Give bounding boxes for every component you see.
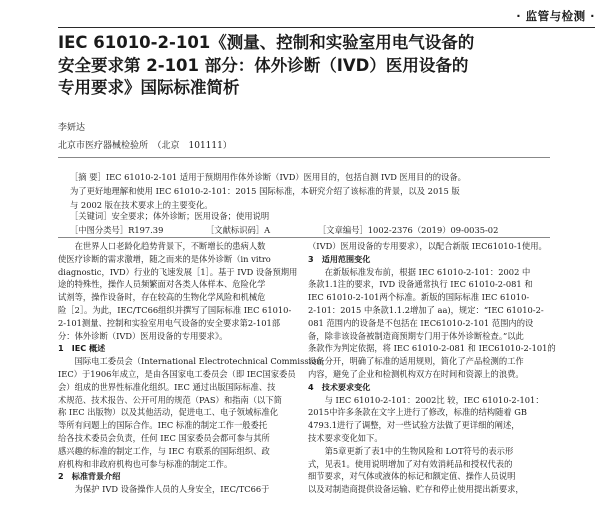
article-title [58, 32, 538, 100]
affiliation-rule [58, 157, 550, 158]
author-affiliation: 北京市医疗器械检验所 （北京 101111） [58, 141, 232, 151]
body-text-line: 分：体外诊断（IVD）医用设备的专用要求》。 [58, 330, 228, 341]
body-text-line: 在新版标准发布前，根据 IEC 61010-2-101：2002 中 [308, 266, 531, 277]
header-rule [58, 27, 595, 28]
section-heading: 2 标准背景介绍 [58, 471, 121, 482]
clc-number: ［中图分类号］R197.39 [70, 225, 164, 235]
title-line: IEC 61010-2-101《测量、控制和实验室用电气设备的 [58, 33, 475, 52]
body-text-line: 会）组成的世界性标准化组织。IEC 通过出版国际标准、技 [58, 381, 276, 392]
section-heading: 1 IEC 概述 [58, 343, 106, 354]
body-text-line: IEC）于1906年成立，是由各国家电工委员会（即 IEC国家委员 [58, 368, 296, 379]
body-text-line: 术规范、技术报告、公开可用的规范（PAS）和指南（以下简 [58, 394, 282, 405]
author-name: 李妍达 [58, 123, 86, 133]
body-text-line: 条款1.1注的要求，IVD 设备通常执行 IEC 61010-2-081 和 [308, 279, 533, 290]
body-text-line: 国际电工委员会（International Electrotechnical Commission， [58, 356, 330, 367]
body-text-line: 2015中许多条款在文字上进行了修改，标准的结构随着 GB [308, 407, 528, 418]
body-text-line: 设备分开，明确了标准的适用规则，简化了产品检测的工作 [308, 356, 524, 367]
body-text-line: 试剂等，操作设备时，存在较高的生物化学风险和机械危 [58, 292, 266, 303]
abstract [70, 170, 552, 212]
body-text-line: （IVD）医用设备的专用要求），以配合新版 IEC61010-1使用。 [308, 241, 547, 251]
abstract-line: 与 2002 版在技术要求上的主要变化。 [70, 200, 213, 210]
body-text-line: 细节要求，对气体或液体的标记和额定值、操作人员说明 [308, 471, 516, 482]
title-line: 专用要求》国际标准简析 [58, 78, 240, 97]
body-text-line: 2-101：2015 中条款1.1.2增加了 aa)，规定：“IEC 61010-2- [308, 304, 544, 315]
body-text-line: 4793.1进行了调整，对一些试验方法做了更详细的阐述， [308, 420, 520, 431]
body-text-line: 2-101测量、控制和实验室用电气设备的安全要求第2-101部 [58, 317, 281, 328]
body-text-line: 式，见表1。使用说明增加了对有效消耗品和授权代表的 [308, 458, 513, 469]
body-text-line: 与 IEC 61010-2-101：2002比 较，IEC 61010-2-101： [308, 394, 544, 405]
body-text-line: 险［2］。为此，IEC/TC66组织并撰写了国际标准 IEC 61010- [58, 304, 292, 315]
abstract-rule [58, 237, 550, 238]
body-text-line: 以及对制造商提供设备运输、贮存和停止使用提出新要求， [308, 484, 524, 495]
body-text-line: 081 范围内的设备是不包括在 IEC61010-2-101 范围内的设 [308, 317, 534, 328]
body-text-line: 在世界人口老龄化趋势背景下，不断增长的患病人数 [58, 241, 266, 251]
body-text-line: 第5章更新了表1中的生物风险和 LOT符号的表示形 [308, 445, 514, 456]
abstract-line: ［摘 要］IEC 61010-2-101 适用于预期用作体外诊断（IVD）医用目的，包括自测 IVD 医用目的的设备。 [70, 172, 466, 182]
body-text-line: 备，除非该设备被制造商预期专门用于体外诊断检查。”以此 [308, 330, 524, 341]
section-heading: 3 适用范围变化 [308, 253, 371, 264]
body-text-line: 府机构和非政府机构也可参与标准的制定工作。 [58, 458, 233, 469]
title-line: 安全要求第 2-101 部分：体外诊断（IVD）医用设备的 [58, 55, 469, 75]
body-text-line: 为保护 IVD 设备操作人员的人身安全，IEC/TC66于 [58, 484, 270, 495]
body-text-line: 感兴趣的标准的制定工作，与 IEC 有联系的国际组织、政 [58, 445, 270, 456]
body-text-line: 条款作为判定依据，将 IEC 61010-2-081 和 IEC61010-2-101的 [308, 343, 556, 354]
body-text-line: 技术要求变化如下。 [308, 432, 383, 443]
abstract-line: 为了更好地理解和使用 IEC 61010-2-101：2015 国际标准，本研究介绍了该标准的背景，以及 2015 版 [70, 186, 460, 196]
body-text-line: 使医疗诊断的需求激增，随之而来的是体外诊断（in vitro [58, 253, 271, 264]
body-text-line: 内容，避免了企业和检测机构双方在时间和资源上的浪费。 [308, 368, 524, 379]
body-text-line: 称 IEC 出版物）以及其他活动，促进电工、电子领域标准化 [58, 407, 279, 418]
left-column [58, 240, 330, 496]
section-tag: · 监管与检测 · [516, 9, 595, 23]
body-text-line: 等所有问题上的国际合作。IEC 标准的制定工作一般委托 [58, 420, 268, 431]
right-column [308, 240, 556, 496]
body-text-line: 途的特殊性，操作人员频繁面对各类人体样本、危险化学 [58, 279, 266, 290]
article-number: ［文章编号］1002-2376（2019）09-0035-02 [318, 225, 499, 235]
document-code: ［文献标识码］A [206, 225, 271, 235]
keywords: ［关键词］安全要求；体外诊断；医用设备；使用说明 [70, 211, 270, 221]
body-text-line: 给各技术委员会负责，任何 IEC 国家委员会都可参与其所 [58, 432, 270, 443]
section-heading: 4 技术要求变化 [308, 381, 371, 392]
body-text-line: diagnostic，IVD）行业的飞速发展［1］。基于 IVD 设备预期用 [58, 266, 298, 277]
body-text-line: IEC 61010-2-101两个标准。新版的国际标准 IEC 61010- [308, 292, 530, 303]
